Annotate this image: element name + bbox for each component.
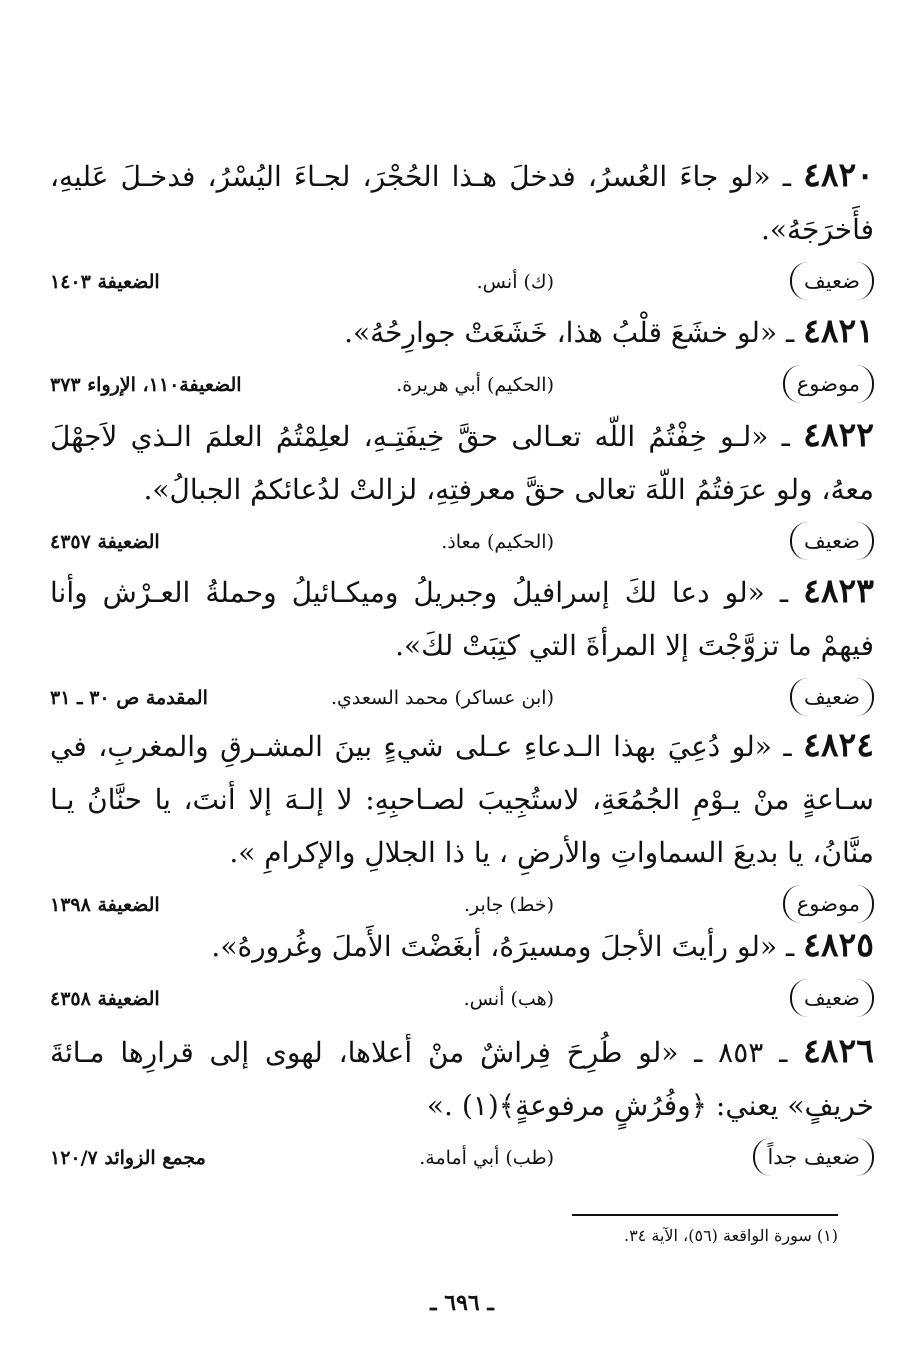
hadith-number: ٤٨٢٥ [803, 925, 874, 964]
hadith-text: ٤٨٢١ ـ «لو خشَعَ قلْبُ هذا، خَشَعَتْ جوارِحُهُ». [344, 311, 874, 350]
hadith-number: ٤٨٢٠ [803, 155, 874, 194]
hadith-entry-4826 [50, 1024, 874, 1180]
hadith-entry-4824 [50, 718, 874, 927]
hadith-number: ٤٨٢٤ [803, 725, 874, 764]
hadith-meta [50, 365, 874, 407]
hadith-meta [50, 678, 874, 720]
footnote: (١) سورة الواقعة (٥٦)، الآية ٣٤. [624, 1226, 838, 1245]
grade-label: ضعيف جداً [753, 1138, 874, 1176]
hadith-text: ٤٨٢٢ ـ «لـو خِفْتُمُ اللّه تعـالى حقَّ خِيفَتِـهِ، لعلِمْتُمُ العلمَ الـذي لاَجهْلَ معهُ، ولو عرَفتُمُ اللّهَ تعالى حقَّ معرفتِهِ، لزالتْ لدُعائكمُ الجبالُ». [50, 415, 874, 506]
hadith-text: ٤٨٢٤ ـ «لو دُعِيَ بهذا الـدعاءِ عـلى شيءٍ بينَ المشـرقِ والمغربِ، في سـاعةٍ منْ يـوْمِ الجُمُعَةِ، لاستُجِيبَ لصـاحبِهِ: لا إلـهَ إلا أنتَ، يا حنَّانُ يـا منَّانُ، يا بديعَ السماواتِ والأرضِ ، يا ذا الجلالِ والإكرامِ ». [50, 725, 874, 869]
reference-text: الضعيفة١١٠، الإرواء ٣٧٣ [50, 374, 242, 396]
hadith-entry-4825 [50, 918, 874, 1021]
grade-label: موضوع [783, 885, 874, 923]
reference-text: مجمع الزوائد ١٢٠/٧ [50, 1147, 206, 1169]
hadith-text: ٤٨٢٣ ـ «لو دعا لكَ إسرافيلُ وجبريلُ وميكـائيلُ وحملةُ العـرْش وأنا فيهمْ ما تزوَّجْتَ إلا المرأةَ التي كتِبَتْ لكَ». [50, 571, 874, 662]
hadith-meta [50, 262, 874, 304]
grade-label: ضعيف [790, 522, 874, 560]
reference-text: الضعيفة ١٤٠٣ [50, 271, 160, 293]
grade-label: ضعيف [790, 678, 874, 716]
hadith-number: ٤٨٢١ [803, 311, 874, 350]
hadith-number: ٤٨٢٦ [803, 1031, 874, 1070]
source-text: (الحكيم) أبي هريرة. [396, 374, 554, 396]
hadith-meta [50, 1138, 874, 1180]
hadith-text: ٤٨٢٠ ـ «لو جاءَ العُسرُ، فدخلَ هـذا الحُجْرَ، لجـاءَ اليُسْرُ، فدخـلَ عَليهِ، فأَخرَجَهُ». [50, 155, 874, 246]
reference-text: الضعيفة ٤٣٥٨ [50, 988, 160, 1010]
source-text: (طب) أبي أمامة. [419, 1147, 554, 1169]
source-text: (ابن عساكر) محمد السعدي. [330, 687, 554, 709]
source-text: (خط) جابر. [464, 894, 554, 916]
hadith-entry-4823 [50, 564, 874, 720]
reference-text: المقدمة ص ٣٠ ـ ٣١ [50, 687, 208, 709]
footnote-divider [572, 1214, 838, 1216]
hadith-number: ٤٨٢٢ [803, 415, 874, 454]
hadith-text: ٤٨٢٥ ـ «لو رأيتَ الأجلَ ومسيرَهُ، أبغَضْتَ الأَملَ وغُرورهُ». [211, 925, 874, 964]
hadith-entry-4821 [50, 304, 874, 407]
hadith-entry-4822 [50, 408, 874, 564]
hadith-meta [50, 979, 874, 1021]
grade-label: موضوع [783, 365, 874, 403]
source-text: (الحكيم) معاذ. [441, 531, 554, 553]
source-text: (ك) أنس. [476, 271, 554, 293]
hadith-meta [50, 522, 874, 564]
source-text: (هب) أنس. [463, 988, 554, 1010]
grade-label: ضعيف [790, 979, 874, 1017]
hadith-text: ٤٨٢٦ ـ ٨٥٣ ـ «لو طُرِحَ فِراشٌ منْ أعلاها، لهوى إلى قرارِها مـائةَ خريفٍ» يعني: ﴿وفُرُشٍ مرفوعةٍ﴾(١) .» [50, 1031, 874, 1122]
reference-text: الضعيفة ١٣٩٨ [50, 894, 160, 916]
hadith-entry-4820 [50, 148, 874, 304]
hadith-number: ٤٨٢٣ [803, 571, 874, 610]
reference-text: الضعيفة ٤٣٥٧ [50, 531, 160, 553]
page-number: ـ ٦٩٦ ـ [430, 1290, 494, 1316]
grade-label: ضعيف [790, 262, 874, 300]
